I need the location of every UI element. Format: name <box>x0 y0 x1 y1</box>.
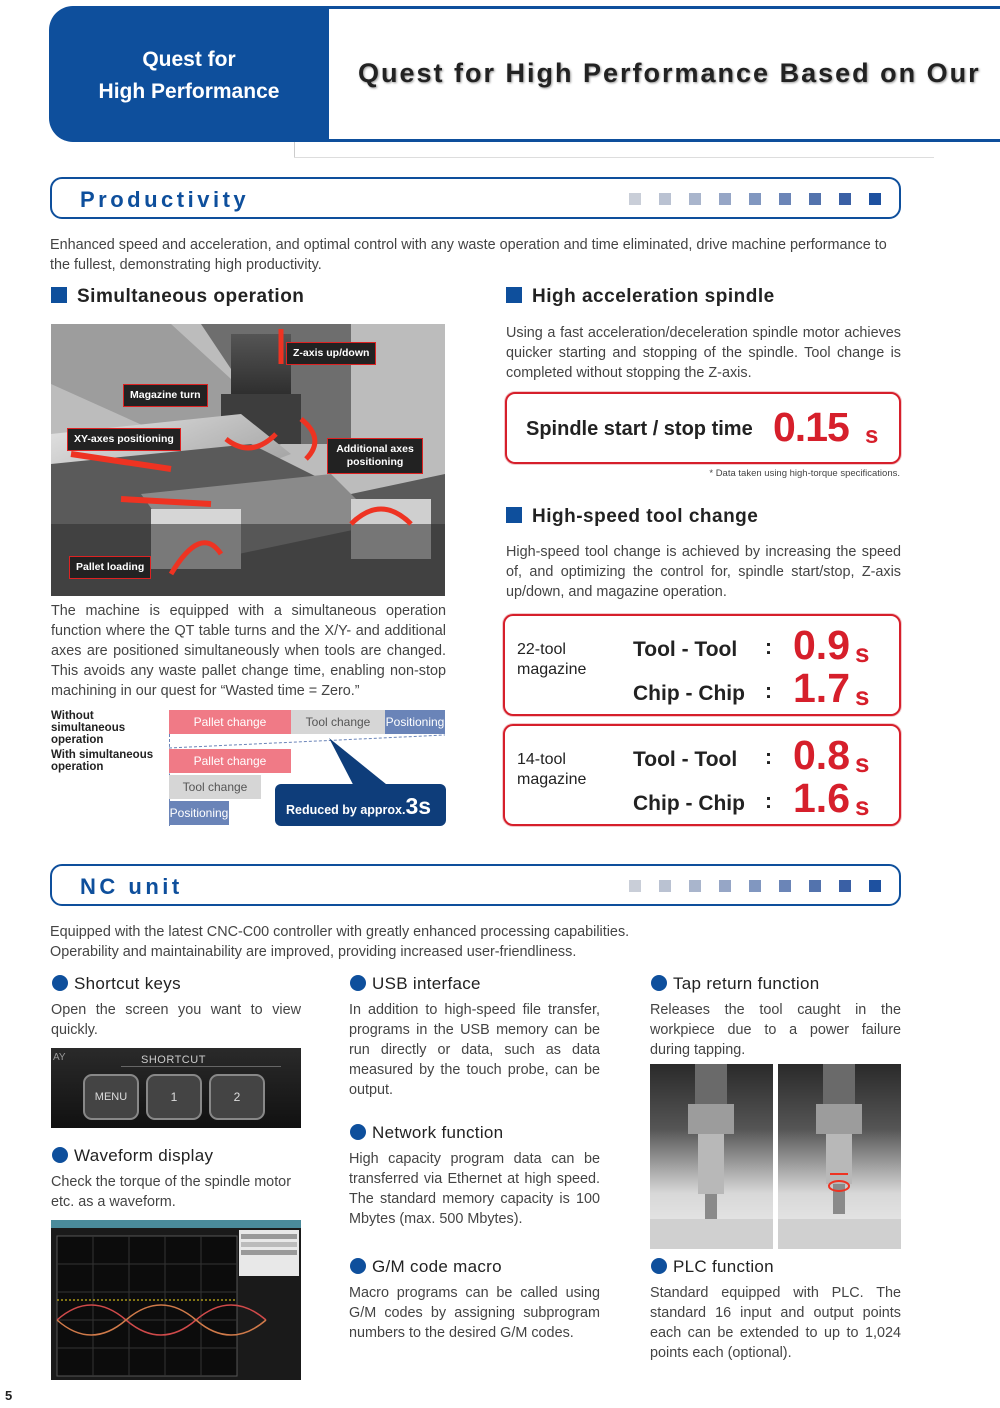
spindle-time-value: 0.15 <box>773 404 849 450</box>
magazine-22-box <box>503 614 901 716</box>
subheading-simultaneous: Simultaneous operation <box>51 286 304 308</box>
nc-intro-line1: Equipped with the latest CNC-C00 controller with greatly enhanced processing capabilities. <box>50 924 630 940</box>
reduced-prefix: Reduced by approx. <box>286 803 406 817</box>
section-header-productivity <box>50 177 901 219</box>
time-unit: s <box>855 638 870 668</box>
chip-chip-label: Chip - Chip <box>633 682 745 705</box>
colon: : <box>765 746 772 769</box>
label-magazine-turn: Magazine turn <box>123 384 208 407</box>
magazine-name: 14-tool magazine <box>517 751 587 788</box>
chart-label-without: Without simultaneous operation <box>51 710 126 746</box>
heading-waveform: Waveform display <box>52 1146 213 1166</box>
heading-usb: USB interface <box>350 974 481 994</box>
page-title: Quest for High Performance Based on Our <box>358 58 981 88</box>
shortcut-body: Open the screen you want to view quickly. <box>51 1002 301 1038</box>
bar-positioning-with: Positioning <box>169 801 229 825</box>
colon: : <box>765 790 772 813</box>
header-tab-line1: Quest for <box>142 48 236 71</box>
tool-tool-value: 0.9 <box>793 622 850 668</box>
header-tab-line2: High Performance <box>98 80 280 103</box>
tapping-tool-illustration <box>778 1064 901 1249</box>
time-unit: s <box>855 681 870 711</box>
colon: : <box>765 680 772 703</box>
plc-body: Standard equipped with PLC. The standard 16 input and output points each can be extended to up to 1,024 points each (optional). <box>650 1285 901 1361</box>
time-comparison-chart <box>51 708 451 828</box>
shortcut-screen-image <box>51 1048 301 1128</box>
circle-bullet-icon <box>350 975 366 991</box>
bar-positioning-without: Positioning <box>385 710 445 734</box>
tool-tool-value: 0.8 <box>793 732 850 778</box>
tool-tool-label: Tool - Tool <box>633 748 738 771</box>
circle-bullet-icon <box>52 975 68 991</box>
reduced-value: 3s <box>405 793 432 819</box>
waveform-body: Check the torque of the spindle motor etc. as a waveform. <box>51 1174 291 1210</box>
time-unit: s <box>855 791 870 821</box>
header-tab <box>49 6 329 142</box>
circle-bullet-icon <box>651 975 667 991</box>
tapping-tool-illustration <box>650 1064 773 1249</box>
bar-tool-change-without: Tool change <box>291 710 385 734</box>
square-bullet-icon <box>51 287 67 303</box>
square-bullet-icon <box>506 287 522 303</box>
tap-photo-after <box>778 1064 901 1249</box>
label-pallet-loading: Pallet loading <box>69 556 151 579</box>
shortcut-screen-title: SHORTCUT <box>141 1054 206 1066</box>
heading-tap-return: Tap return function <box>651 974 820 994</box>
magazine-14-box <box>503 724 901 826</box>
heading-shortcut-keys: Shortcut keys <box>52 974 181 994</box>
heading-gm-macro: G/M code macro <box>350 1257 502 1277</box>
divider <box>294 142 295 158</box>
nc-intro-line2: Operability and maintainability are improved, providing increased user-friendliness. <box>50 944 577 960</box>
section-title: NC unit <box>80 874 183 899</box>
page-number: 5 <box>5 1388 13 1403</box>
subheading-tool-change: High-speed tool change <box>506 506 758 528</box>
circle-bullet-icon <box>52 1147 68 1163</box>
subheading-spindle: High acceleration spindle <box>506 286 775 308</box>
productivity-intro: Enhanced speed and acceleration, and optimal control with any waste operation and time eliminated, drive machine performance to the fullest, demonstrating high productivity. <box>50 237 887 273</box>
spindle-time-box <box>505 392 901 464</box>
divider <box>294 157 934 158</box>
machine-image <box>51 324 445 596</box>
label-xy-positioning: XY-axes positioning <box>67 428 181 451</box>
reduced-badge <box>275 784 446 826</box>
circle-bullet-icon <box>350 1258 366 1274</box>
screen-corner-text: AY <box>53 1052 66 1063</box>
chip-chip-value: 1.7 <box>793 665 850 711</box>
tool-tool-label: Tool - Tool <box>633 638 738 661</box>
simultaneous-body: The machine is equipped with a simultaneous operation function where the QT table turns and the X/Y- and additional axes are positioned simultaneously when tools are changed. This avoids any waste pallet change time, enabling non-stop machining in our quest for “Wasted time = Zero.” <box>51 603 446 699</box>
label-additional-axes: Additional axes positioning <box>327 438 423 474</box>
section-header-nc-unit <box>50 864 901 906</box>
bar-tool-change-with: Tool change <box>169 775 261 799</box>
colon: : <box>765 636 772 659</box>
waveform-graph <box>51 1220 301 1380</box>
spindle-time-label: Spindle start / stop time <box>526 418 753 440</box>
spindle-body: Using a fast acceleration/deceleration spindle motor achieves quicker starting and stopping of the spindle. Tool change is completed without stopping the Z-axis. <box>506 325 901 381</box>
chart-label-with: With simultaneous operation <box>51 749 154 773</box>
tap-photo-before <box>650 1064 773 1249</box>
bar-pallet-change-without: Pallet change <box>169 710 291 734</box>
chip-chip-value: 1.6 <box>793 775 850 821</box>
tool-change-body: High-speed tool change is achieved by increasing the speed of, and optimizing the control for, spindle start/stop, Z-axis up/down, and magazine operation. <box>506 544 901 600</box>
heading-network: Network function <box>350 1123 503 1143</box>
chip-chip-label: Chip - Chip <box>633 792 745 815</box>
usb-body: In addition to high-speed file transfer, programs in the USB memory can be run directly or data, such as data measured by the touch probe, can be output. <box>349 1002 600 1098</box>
spindle-time-unit: s <box>865 422 879 449</box>
menu-key: MENU <box>83 1074 139 1120</box>
heading-plc: PLC function <box>651 1257 774 1277</box>
shortcut-key-2: 2 <box>209 1074 265 1120</box>
label-z-axis: Z-axis up/down <box>286 342 376 365</box>
section-title: Productivity <box>80 187 250 212</box>
magazine-name: 22-tool magazine <box>517 641 587 678</box>
shortcut-key-1: 1 <box>146 1074 202 1120</box>
circle-bullet-icon <box>651 1258 667 1274</box>
circle-bullet-icon <box>350 1124 366 1140</box>
square-bullet-icon <box>506 507 522 523</box>
waveform-screen-image <box>51 1220 301 1380</box>
bar-pallet-change-with: Pallet change <box>169 749 291 773</box>
tap-body: Releases the tool caught in the workpiece due to a power failure during tapping. <box>650 1002 901 1058</box>
spindle-note: * Data taken using high-torque specifications. <box>709 468 900 479</box>
gm-body: Macro programs can be called using G/M codes by assigning subprogram numbers to the desired G/M codes. <box>349 1285 600 1341</box>
network-body: High capacity program data can be transferred via Ethernet at high speed. The standard memory capacity is 100 Mbytes (max. 500 Mbytes). <box>349 1151 600 1227</box>
time-unit: s <box>855 748 870 778</box>
